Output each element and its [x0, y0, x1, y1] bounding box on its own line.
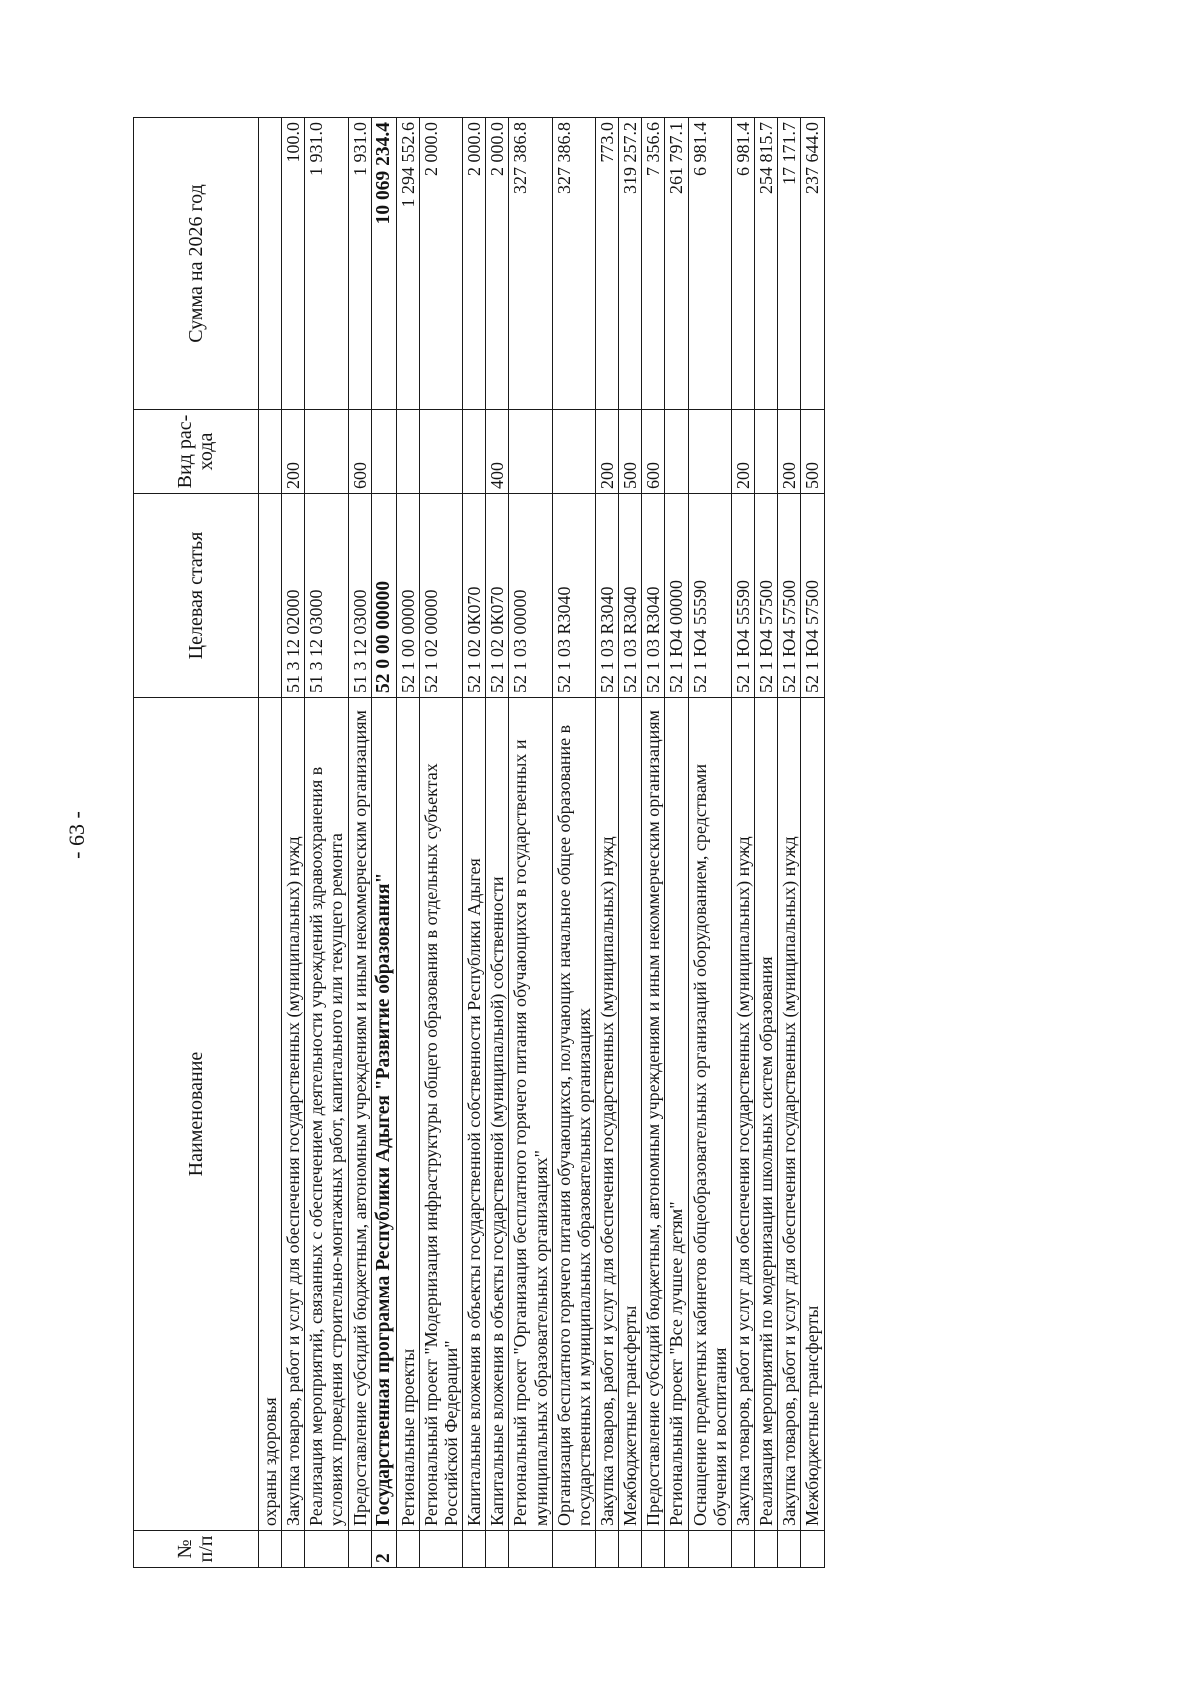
row-name-cell: Закупка товаров, работ и услуг для обеспечения государственных (муниципальных) нужд — [596, 698, 619, 1531]
table-row — [396, 118, 419, 1568]
row-name-cell: Предоставление субсидий бюджетным, автономным учреждениям и иным некоммерческим организациям — [642, 698, 665, 1531]
amount-cell: 7 356.6 — [642, 118, 665, 410]
row-name-cell: Закупка товаров, работ и услуг для обеспечения государственных (муниципальных) нужд — [778, 698, 801, 1531]
row-number-cell — [463, 1531, 486, 1568]
table-row — [371, 118, 396, 1568]
header-kind: Вид рас- хода — [134, 410, 259, 494]
row-name-cell: Закупка товаров, работ и услуг для обеспечения государственных (муниципальных) нужд — [282, 698, 305, 1531]
table-row — [552, 118, 595, 1568]
row-number-cell — [642, 1531, 665, 1568]
target-article-cell: 52 1 03 00000 — [509, 494, 552, 698]
expense-type-cell — [552, 410, 595, 494]
row-number-cell — [619, 1531, 642, 1568]
row-name-cell: Региональный проект "Модернизация инфраструктуры общего образования в отдельных субъектах Российской Федерации" — [419, 698, 462, 1531]
target-article-cell: 52 1 00 00000 — [396, 494, 419, 698]
target-article-cell: 52 0 00 00000 — [371, 494, 396, 698]
table-row — [419, 118, 462, 1568]
row-name-cell: Оснащение предметных кабинетов общеобразовательных организаций оборудованием, средствами обучения и воспитания — [688, 698, 731, 1531]
table-row — [688, 118, 731, 1568]
amount-cell: 10 069 234.4 — [371, 118, 396, 410]
table-row — [348, 118, 371, 1568]
target-article-cell: 52 1 02 0К070 — [486, 494, 509, 698]
target-article-cell: 52 1 02 0К070 — [463, 494, 486, 698]
amount-cell: 1 931.0 — [305, 118, 348, 410]
table-body — [259, 118, 825, 1568]
target-article-cell: 52 1 03 R3040 — [552, 494, 595, 698]
row-name-cell: Организация бесплатного горячего питания обучающихся, получающих начальное общее образование в государственных и муниципальных образовательных организациях — [552, 698, 595, 1531]
row-number-cell — [731, 1531, 754, 1568]
expense-type-cell: 500 — [619, 410, 642, 494]
row-name-cell: Закупка товаров, работ и услуг для обеспечения государственных (муниципальных) нужд — [731, 698, 754, 1531]
row-name-cell: Межбюджетные трансферты — [801, 698, 824, 1531]
amount-cell: 327 386.8 — [509, 118, 552, 410]
target-article-cell: 52 1 Ю4 00000 — [665, 494, 688, 698]
table-row — [282, 118, 305, 1568]
header-num: № п/п — [134, 1531, 259, 1568]
amount-cell: 2 000.0 — [463, 118, 486, 410]
table-row — [642, 118, 665, 1568]
table-row — [665, 118, 688, 1568]
row-name-cell: Реализация мероприятий, связанных с обеспечением деятельности учреждений здравоохранения в условиях проведения строительно-монтажных работ, капитального или текущего ремонта — [305, 698, 348, 1531]
row-name-cell: Региональный проект "Организация бесплатного горячего питания обучающихся в государственных и муниципальных образовательных организациях" — [509, 698, 552, 1531]
row-name-cell: Государственная программа Республики Адыгея "Развитие образования" — [371, 698, 396, 1531]
row-number-cell — [486, 1531, 509, 1568]
expense-type-cell — [305, 410, 348, 494]
table-row — [509, 118, 552, 1568]
table-row — [486, 118, 509, 1568]
row-number-cell — [665, 1531, 688, 1568]
table-row — [596, 118, 619, 1568]
expense-type-cell — [688, 410, 731, 494]
row-number-cell — [509, 1531, 552, 1568]
expense-type-cell: 200 — [596, 410, 619, 494]
table-row — [731, 118, 754, 1568]
amount-cell: 237 644.0 — [801, 118, 824, 410]
expense-type-cell — [509, 410, 552, 494]
amount-cell: 1 294 552.6 — [396, 118, 419, 410]
amount-cell: 254 815.7 — [755, 118, 778, 410]
row-number-cell — [419, 1531, 462, 1568]
row-number-cell — [755, 1531, 778, 1568]
table-row — [801, 118, 824, 1568]
row-number-cell — [396, 1531, 419, 1568]
amount-cell: 17 171.7 — [778, 118, 801, 410]
budget-table — [133, 117, 825, 1568]
row-name-cell: Реализация мероприятий по модернизации школьных систем образования — [755, 698, 778, 1531]
header-code: Целевая статья — [134, 494, 259, 698]
amount-cell: 319 257.2 — [619, 118, 642, 410]
header-amount: Сумма на 2026 год — [134, 118, 259, 410]
row-name-cell: Региональные проекты — [396, 698, 419, 1531]
target-article-cell: 51 3 12 02000 — [282, 494, 305, 698]
row-number-cell — [259, 1531, 282, 1568]
expense-type-cell: 500 — [801, 410, 824, 494]
amount-cell: 773.0 — [596, 118, 619, 410]
target-article-cell: 51 3 12 03000 — [305, 494, 348, 698]
row-name-cell: Региональный проект "Все лучшее детям" — [665, 698, 688, 1531]
budget-table-container — [133, 118, 1133, 1568]
target-article-cell: 52 1 Ю4 57500 — [801, 494, 824, 698]
row-number-cell — [596, 1531, 619, 1568]
target-article-cell: 52 1 03 R3040 — [596, 494, 619, 698]
header-name: Наименование — [134, 698, 259, 1531]
table-row — [619, 118, 642, 1568]
expense-type-cell — [665, 410, 688, 494]
expense-type-cell — [419, 410, 462, 494]
expense-type-cell: 200 — [282, 410, 305, 494]
row-number-cell — [801, 1531, 824, 1568]
row-name-cell: Межбюджетные трансферты — [619, 698, 642, 1531]
expense-type-cell — [396, 410, 419, 494]
row-name-cell: Капитальные вложения в объекты государственной собственности Республики Адыгея — [463, 698, 486, 1531]
table-row — [259, 118, 282, 1568]
row-number-cell — [282, 1531, 305, 1568]
amount-cell: 261 797.1 — [665, 118, 688, 410]
amount-cell: 2 000.0 — [419, 118, 462, 410]
target-article-cell: 52 1 Ю4 55590 — [688, 494, 731, 698]
target-article-cell: 52 1 Ю4 57500 — [755, 494, 778, 698]
expense-type-cell: 600 — [348, 410, 371, 494]
row-number-cell — [688, 1531, 731, 1568]
page-number: - 63 - — [64, 811, 89, 859]
table-row — [305, 118, 348, 1568]
target-article-cell: 52 1 03 R3040 — [642, 494, 665, 698]
table-row — [755, 118, 778, 1568]
target-article-cell: 52 1 Ю4 57500 — [778, 494, 801, 698]
amount-cell: 327 386.8 — [552, 118, 595, 410]
amount-cell: 100.0 — [282, 118, 305, 410]
expense-type-cell — [259, 410, 282, 494]
amount-cell — [259, 118, 282, 410]
row-name-cell: Капитальные вложения в объекты государственной (муниципальной) собственности — [486, 698, 509, 1531]
amount-cell: 1 931.0 — [348, 118, 371, 410]
row-number-cell — [305, 1531, 348, 1568]
expense-type-cell: 600 — [642, 410, 665, 494]
expense-type-cell: 200 — [731, 410, 754, 494]
table-header-row — [134, 118, 259, 1568]
expense-type-cell: 400 — [486, 410, 509, 494]
row-name-cell: Предоставление субсидий бюджетным, автономным учреждениям и иным некоммерческим организациям — [348, 698, 371, 1531]
expense-type-cell — [755, 410, 778, 494]
amount-cell: 6 981.4 — [731, 118, 754, 410]
row-number-cell — [348, 1531, 371, 1568]
row-number-cell — [778, 1531, 801, 1568]
target-article-cell: 52 1 03 R3040 — [619, 494, 642, 698]
target-article-cell — [259, 494, 282, 698]
expense-type-cell — [463, 410, 486, 494]
expense-type-cell — [371, 410, 396, 494]
table-row — [778, 118, 801, 1568]
amount-cell: 6 981.4 — [688, 118, 731, 410]
table-row — [463, 118, 486, 1568]
target-article-cell: 51 3 12 03000 — [348, 494, 371, 698]
row-number-cell: 2 — [371, 1531, 396, 1568]
row-number-cell — [552, 1531, 595, 1568]
expense-type-cell: 200 — [778, 410, 801, 494]
target-article-cell: 52 1 Ю4 55590 — [731, 494, 754, 698]
amount-cell: 2 000.0 — [486, 118, 509, 410]
target-article-cell: 52 1 02 00000 — [419, 494, 462, 698]
row-name-cell: охраны здоровья — [259, 698, 282, 1531]
